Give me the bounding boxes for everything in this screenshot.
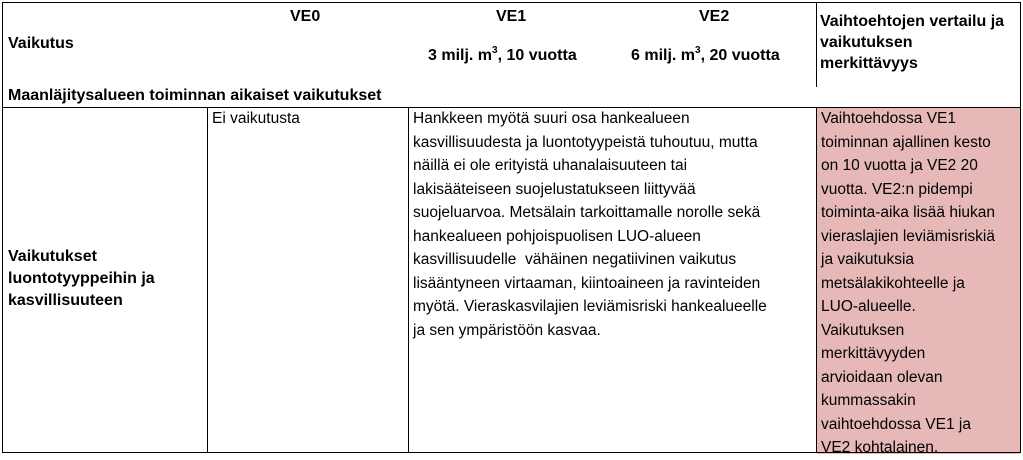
header-ve2: VE2: [699, 8, 730, 25]
text-line: lisääntyneen virtaaman, kiintoaineen ja ravinteiden: [413, 274, 761, 292]
text-line: näillä ei ole erityistä uhanalaisuuteen tai: [413, 157, 688, 174]
column-divider-effect: [207, 108, 208, 453]
text-line: ja sen ympäristöön kasvaa.: [413, 321, 601, 339]
header-ve2-detail: 6 milj. $m^3$, 20 vuotta: [631, 45, 780, 64]
text-line: vuotta. VE2:n pidempi: [821, 180, 973, 198]
text-line: vaihtoehdossa VE1 ja: [821, 415, 971, 433]
text-line: VE2 kohtalainen.: [821, 439, 939, 456]
header-comparison: Vaihtoehtojen vertailu ja vaikutuksen merkittävyys: [820, 13, 1005, 72]
text-line: on 10 vuotta ja VE2 20: [821, 157, 978, 174]
row-ve0-value: Ei vaikutusta: [212, 110, 300, 127]
text-line: Hankkeen myötä suuri osa hankealueen: [413, 110, 690, 127]
header-ve1-detail: 3 milj. $m^3$, 10 vuotta: [428, 45, 577, 64]
text-line: kasvillisuudesta ja luontotyypeistä tuhoutuu, mutta: [413, 133, 758, 151]
text-line: LUO-alueelle.: [821, 298, 916, 315]
text-line: arvioidaan olevan: [821, 368, 943, 386]
header-ve1: VE1: [496, 8, 527, 25]
table-top-border: [2, 2, 1021, 3]
text-line: Vaikutuksen: [821, 321, 905, 339]
row-effect-label: Vaikutukset luontotyyppeihin ja kasvillisuuteen: [8, 248, 155, 309]
row-ve1-ve2-text: [413, 107, 813, 342]
text-line: vieraslajien leviämisriskiä: [821, 227, 995, 245]
text-line: Vaihtoehdossa VE1: [821, 110, 957, 127]
text-line: myötä. Vieraskasvilajien leviämisriski hankealueelle: [413, 298, 767, 315]
section-title: Maanläjitysalueen toiminnan aikaiset vaikutukset: [8, 87, 382, 104]
column-divider-comparison: [816, 108, 817, 453]
header-ve0: VE0: [290, 8, 321, 25]
text-line: metsälakikohteelle ja: [821, 274, 965, 292]
text-line: hankealueen pohjoispuolisen LUO-alueen: [413, 227, 701, 245]
table-left-border: [2, 2, 3, 453]
header-effect: Vaikutus: [8, 35, 74, 52]
text-line: suojeluarvoa. Metsälain tarkoittamalle norolle sekä: [413, 204, 761, 221]
text-line: kasvillisuudelle vähäinen negatiivinen vaikutus: [413, 251, 737, 268]
text-line: merkittävyyden: [821, 345, 926, 362]
row-comparison-text: [821, 107, 1016, 460]
text-line: kummassakin: [821, 392, 916, 409]
header-divider-comparison: [816, 2, 817, 87]
table-right-border: [1020, 2, 1021, 453]
text-line: toiminta-aika lisää hiukan: [821, 204, 996, 221]
text-line: ja vaikutuksia: [821, 251, 915, 268]
text-line: toiminnan ajallinen kesto: [821, 133, 991, 151]
text-line: lakisääteiseen suojelustatukseen liittyvää: [413, 180, 696, 198]
column-divider-ve0: [408, 108, 409, 453]
